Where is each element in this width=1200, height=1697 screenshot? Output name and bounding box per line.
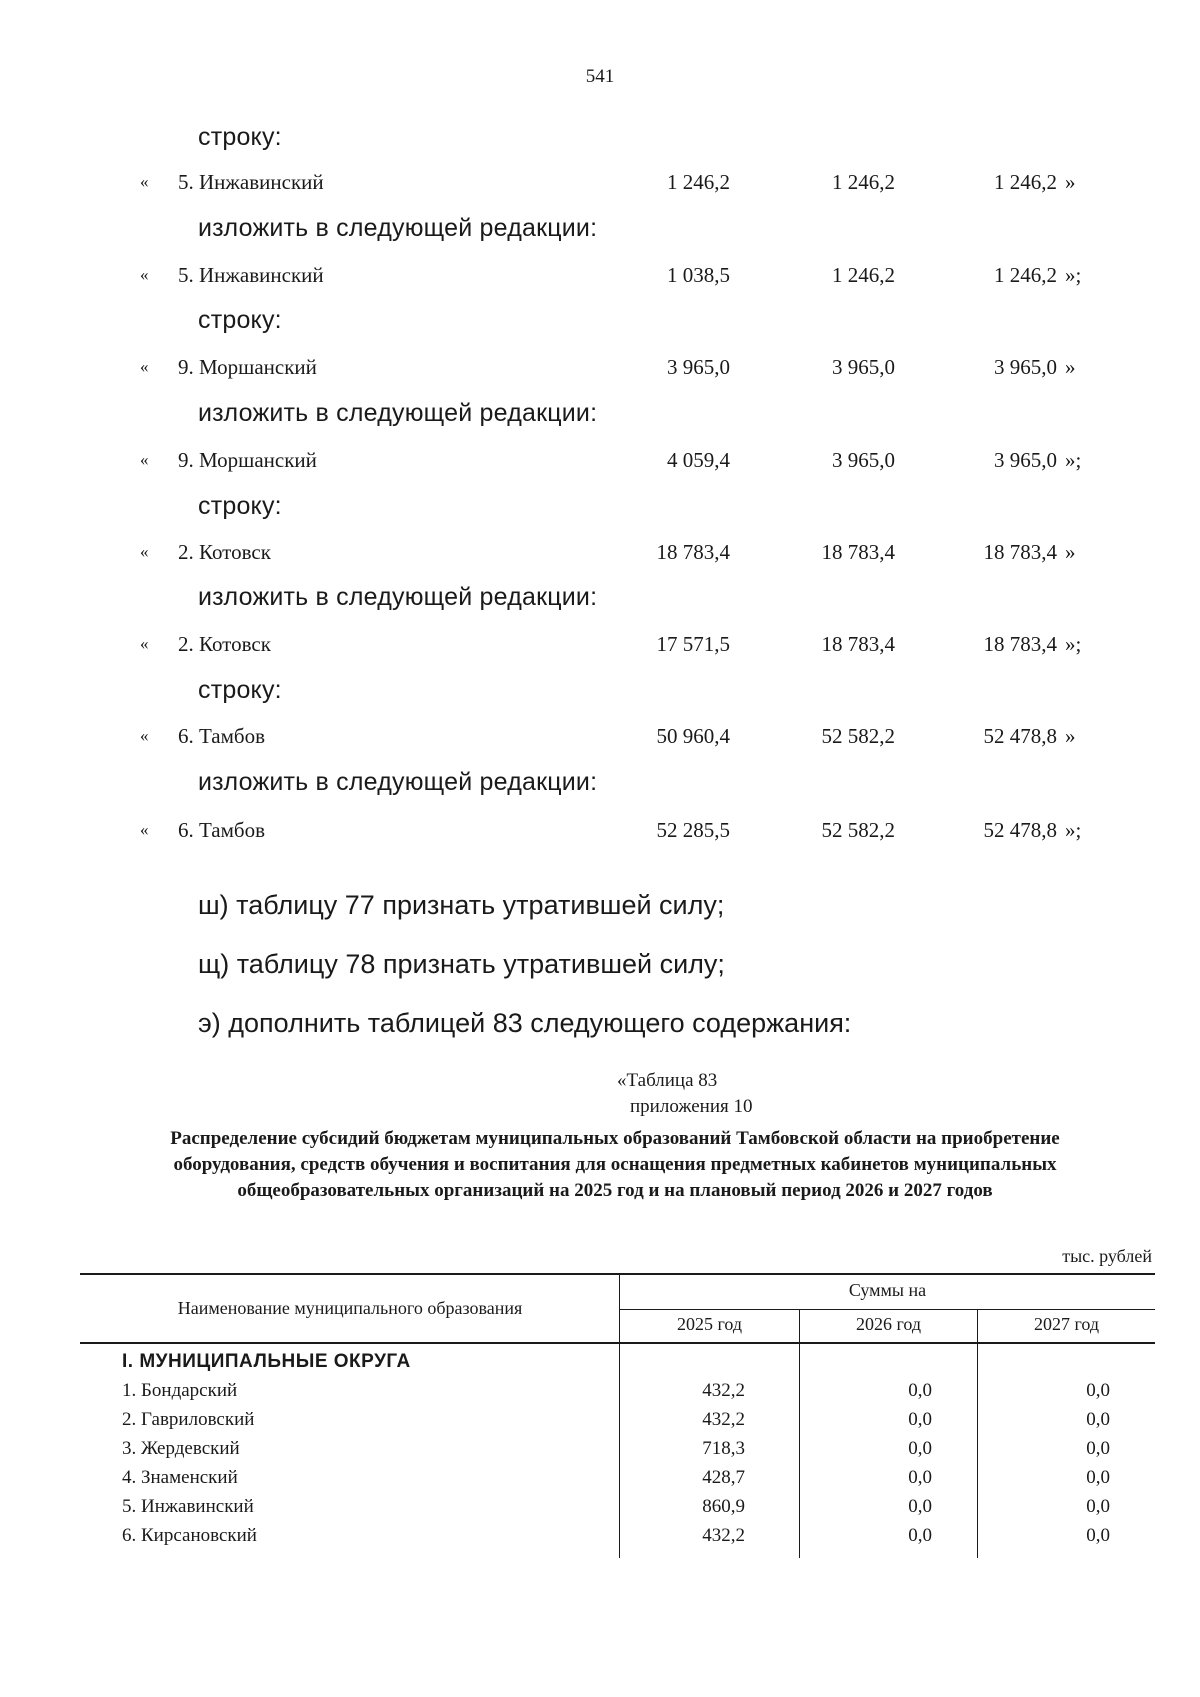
amendment-row (0, 448, 1200, 476)
district-name: 6. Тамбов (178, 818, 266, 842)
section-title: I. МУНИЦИПАЛЬНЫЕ ОКРУГА (122, 1351, 411, 1372)
close-quote: »; (1065, 263, 1082, 287)
open-quote: « (140, 726, 149, 745)
amendment-instruction: изложить в следующей редакции: (198, 768, 598, 796)
open-quote: « (140, 450, 149, 469)
open-quote: « (140, 357, 149, 376)
value-2026: 3 965,0 (832, 355, 895, 379)
row-name: 6. Кирсановский (122, 1525, 257, 1546)
page-number: 541 (585, 66, 615, 87)
col-name-header: Наименование муниципального образования (177, 1298, 523, 1318)
open-quote: « (140, 542, 149, 561)
close-quote: » (1065, 355, 1076, 379)
row-name: 5. Инжавинский (122, 1496, 254, 1517)
cell-2026: 0,0 (908, 1409, 932, 1430)
amendment-row (0, 818, 1200, 846)
close-quote: »; (1065, 818, 1082, 842)
value-2025: 17 571,5 (656, 632, 730, 656)
close-quote: »; (1065, 632, 1082, 656)
row-name: 3. Жердевский (122, 1438, 240, 1459)
value-2026: 18 783,4 (821, 540, 895, 564)
units-label: тыс. рублей (1062, 1246, 1152, 1266)
cell-2027: 0,0 (1086, 1525, 1110, 1546)
value-2027: 18 783,4 (983, 632, 1057, 656)
row-name: 1. Бондарский (122, 1380, 238, 1401)
district-name: 5. Инжавинский (178, 263, 324, 287)
value-2026: 18 783,4 (821, 632, 895, 656)
cell-2026: 0,0 (908, 1438, 932, 1459)
table-top-rule (80, 1273, 1155, 1275)
district-name: 5. Инжавинский (178, 170, 324, 194)
year-header-2026: 2026 год (855, 1314, 922, 1334)
row-name: 2. Гавриловский (122, 1409, 255, 1430)
open-quote: « (140, 265, 149, 284)
district-name: 9. Моршанский (178, 355, 317, 379)
cell-2027: 0,0 (1086, 1380, 1110, 1401)
district-name: 9. Моршанский (178, 448, 317, 472)
cell-2025: 432,2 (702, 1409, 745, 1430)
value-2027: 3 965,0 (994, 448, 1057, 472)
amendment-row (0, 632, 1200, 660)
value-2025: 18 783,4 (656, 540, 730, 564)
cell-2027: 0,0 (1086, 1409, 1110, 1430)
value-2026: 1 246,2 (832, 263, 895, 287)
value-2025: 3 965,0 (667, 355, 730, 379)
value-2027: 52 478,8 (983, 818, 1057, 842)
cell-2026: 0,0 (908, 1525, 932, 1546)
amendment-instruction: строку: (198, 123, 282, 151)
value-2025: 4 059,4 (667, 448, 730, 472)
header-bottom-rule (80, 1342, 1155, 1344)
value-2027: 52 478,8 (983, 724, 1057, 748)
cell-2026: 0,0 (908, 1467, 932, 1488)
table-row (0, 1409, 1200, 1438)
close-quote: » (1065, 540, 1076, 564)
cell-2025: 718,3 (702, 1438, 745, 1459)
amendment-instruction: изложить в следующей редакции: (198, 583, 598, 611)
value-2025: 1 246,2 (667, 170, 730, 194)
amendment-instruction: строку: (198, 492, 282, 520)
cell-2025: 860,9 (702, 1496, 745, 1517)
close-quote: » (1065, 170, 1076, 194)
amendment-row (0, 540, 1200, 568)
cell-2025: 428,7 (702, 1467, 745, 1488)
amendment-instruction: строку: (198, 676, 282, 704)
value-2025: 52 285,5 (656, 818, 730, 842)
close-quote: »; (1065, 448, 1082, 472)
table-row (0, 1496, 1200, 1525)
amendment-row (0, 355, 1200, 383)
amendment-instruction: строку: (198, 306, 282, 334)
district-name: 6. Тамбов (178, 724, 266, 748)
subheader-rule (620, 1309, 1155, 1310)
cell-2027: 0,0 (1086, 1438, 1110, 1459)
amendment-row (0, 263, 1200, 291)
table-row (0, 1525, 1200, 1554)
district-name: 2. Котовск (178, 540, 271, 564)
table-caption-appendix: приложения 10 (630, 1096, 753, 1117)
value-2027: 1 246,2 (994, 170, 1057, 194)
value-2027: 18 783,4 (983, 540, 1057, 564)
close-quote: » (1065, 724, 1076, 748)
table-row (0, 1467, 1200, 1496)
value-2027: 3 965,0 (994, 355, 1057, 379)
amendment-instruction: изложить в следующей редакции: (198, 214, 598, 242)
amendment-instruction: изложить в следующей редакции: (198, 399, 598, 427)
year-header-2025: 2025 год (676, 1314, 743, 1334)
open-quote: « (140, 634, 149, 653)
cell-2026: 0,0 (908, 1496, 932, 1517)
district-name: 2. Котовск (178, 632, 271, 656)
table-row (0, 1380, 1200, 1409)
value-2026: 52 582,2 (821, 818, 895, 842)
open-quote: « (140, 820, 149, 839)
sums-header: Суммы на (848, 1280, 927, 1300)
value-2026: 52 582,2 (821, 724, 895, 748)
table-caption: «Таблица 83 (617, 1070, 718, 1091)
table-title: Распределение субсидий бюджетам муниципальных образований Тамбовской области на приобретение оборудования, средств обучения и воспитания для оснащения предметных кабинетов муниципальных общеобразовательных организаций на 2025 год и на плановый период 2026 и 2027 годов (170, 1128, 1060, 1201)
value-2026: 3 965,0 (832, 448, 895, 472)
clause-e: э) дополнить таблицей 83 следующего содержания: (198, 1008, 852, 1038)
amendment-row (0, 170, 1200, 198)
table-row (0, 1438, 1200, 1467)
cell-2025: 432,2 (702, 1525, 745, 1546)
value-2025: 50 960,4 (656, 724, 730, 748)
year-header-2027: 2027 год (1033, 1314, 1100, 1334)
row-name: 4. Знаменский (122, 1467, 238, 1488)
amendment-row (0, 724, 1200, 752)
value-2027: 1 246,2 (994, 263, 1057, 287)
cell-2025: 432,2 (702, 1380, 745, 1401)
cell-2026: 0,0 (908, 1380, 932, 1401)
value-2025: 1 038,5 (667, 263, 730, 287)
value-2026: 1 246,2 (832, 170, 895, 194)
clause-sha: ш) таблицу 77 признать утратившей силу; (198, 890, 725, 920)
cell-2027: 0,0 (1086, 1496, 1110, 1517)
open-quote: « (140, 172, 149, 191)
clause-shcha: щ) таблицу 78 признать утратившей силу; (198, 949, 725, 979)
cell-2027: 0,0 (1086, 1467, 1110, 1488)
